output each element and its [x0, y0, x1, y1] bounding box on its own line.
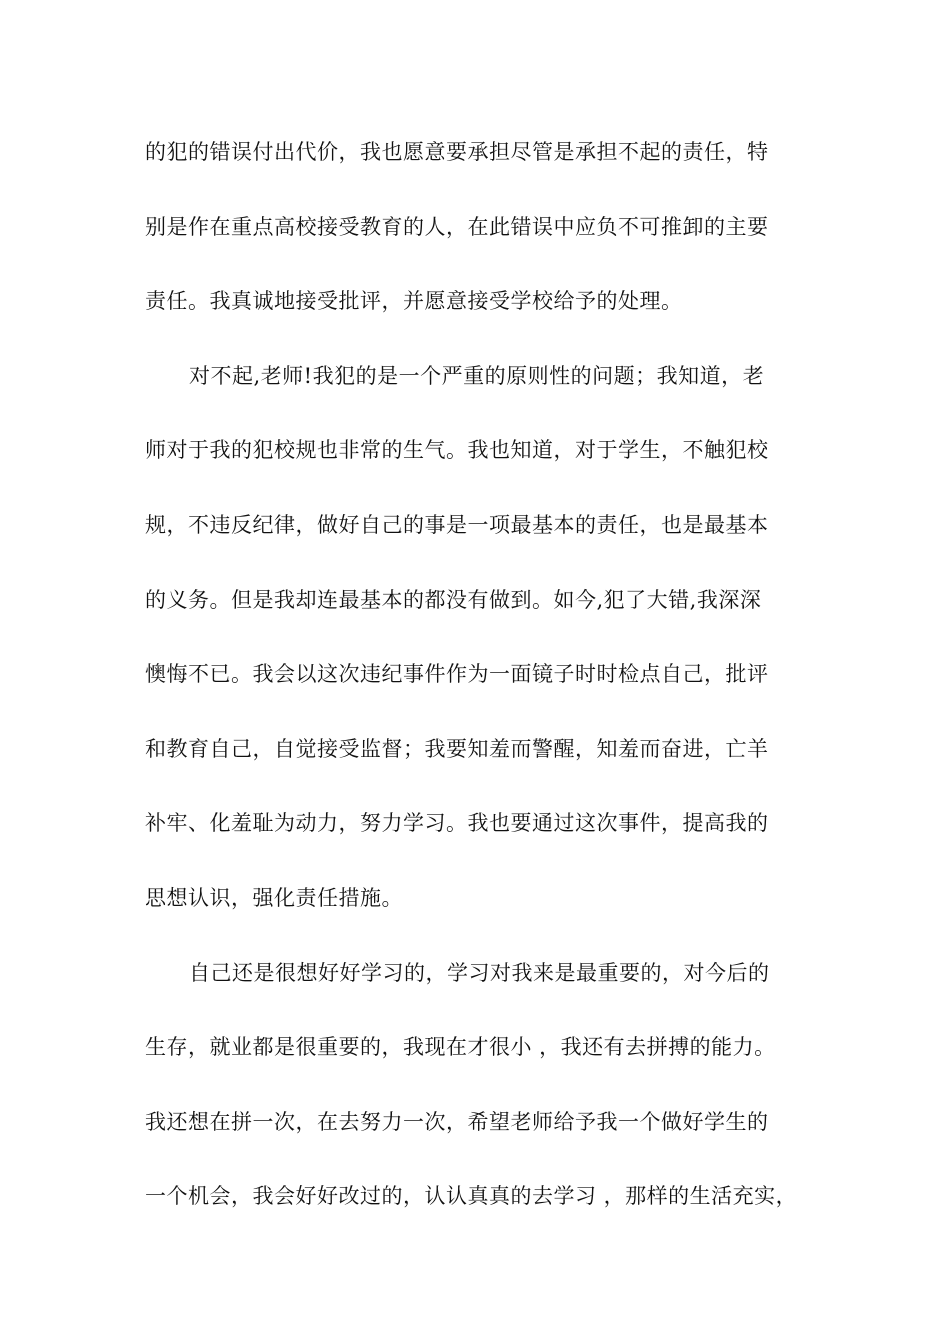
text-line: 师对于我的犯校规也非常的生气。我也知道，对于学生，不触犯校: [145, 438, 769, 463]
text-line: 和教育自己，自觉接受监督；我要知羞而警醒，知羞而奋进，亡羊: [145, 736, 769, 761]
text-line: 的义务。但是我却连最基本的都没有做到。如今,犯了大错,我深深: [145, 587, 762, 612]
document-body: [145, 128, 815, 1247]
text-line: 规，不违反纪律，做好自己的事是一项最基本的责任，也是最基本: [145, 512, 769, 537]
text-line: 别是作在重点高校接受教育的人，在此错误中应负不可推卸的主要: [145, 214, 769, 239]
text-line: 思想认识，强化责任措施。: [145, 885, 403, 910]
text-line: 我还想在拼一次，在去努力一次，希望老师给予我一个做好学生的: [145, 1109, 769, 1134]
text-line: 补牢、化羞耻为动力，努力学习。我也要通过这次事件，提高我的: [145, 811, 769, 836]
paragraph-first-line: 自己还是很想好好学习的，学习对我来是最重要的，对今后的: [189, 960, 770, 985]
text-line: 责任。我真诚地接受批评，并愿意接受学校给予的处理。: [145, 289, 683, 314]
text-line: 的犯的错误付出代价，我也愿意要承担尽管是承担不起的责任，特: [145, 140, 769, 164]
text-line: 懊悔不已。我会以这次违纪事件作为一面镜子时时检点自己，批评: [145, 662, 769, 687]
text-line: 一个机会，我会好好改过的，认认真真的去学习 ，那样的生活充实，: [145, 1184, 798, 1209]
text-line: 生存，就业都是很重要的，我现在才很小 ，我还有去拼搏的能力。: [145, 1035, 776, 1060]
paragraph-first-line: 对不起,老师!我犯的是一个严重的原则性的问题；我知道，老: [189, 363, 765, 388]
